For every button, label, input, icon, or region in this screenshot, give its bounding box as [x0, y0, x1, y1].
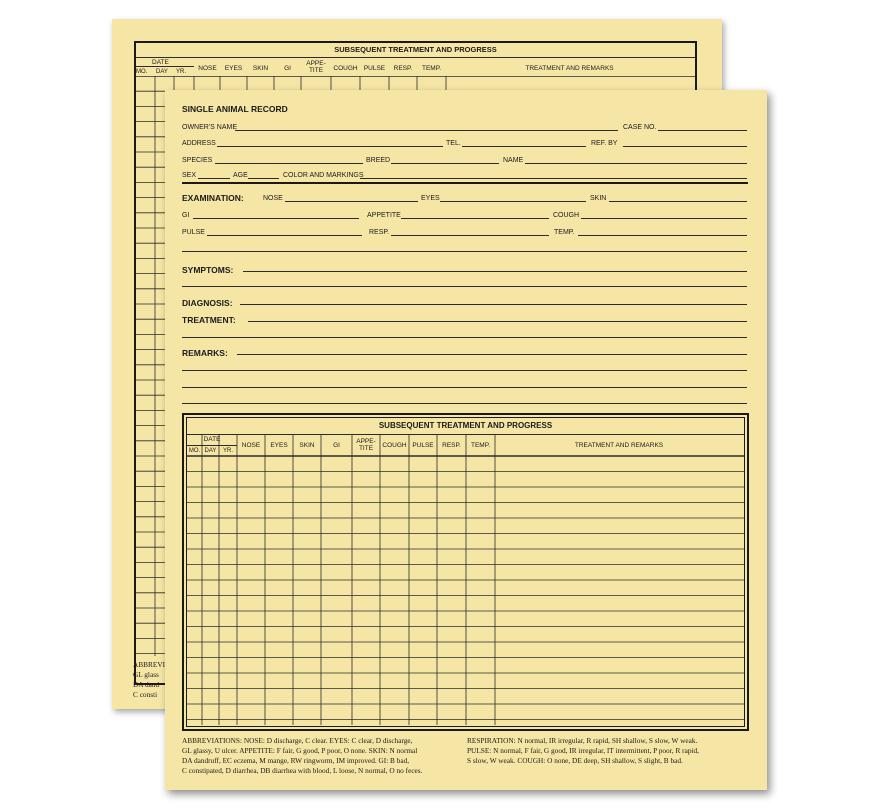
owner-name-label: OWNER'S NAME — [182, 124, 238, 131]
back-table-title: SUBSEQUENT TREATMENT AND PROGRESS — [334, 45, 497, 54]
back-col-nose: NOSE — [198, 65, 217, 72]
species-label: SPECIES — [182, 157, 213, 164]
divider — [136, 66, 194, 67]
abbreviations-line: GL glassy, U ulcer. APPETITE: F fair, G good, P poor, O none. SKIN: N normal — [182, 746, 418, 755]
exam-skin-label: SKIN — [590, 195, 607, 202]
tel-label: TEL. — [446, 140, 461, 147]
col-day: DAY — [204, 448, 217, 454]
exam-temp-label: TEMP. — [554, 229, 575, 236]
col-mo: MO. — [188, 448, 201, 454]
abbreviations-line: S slow, W weak. COUGH: O none, DE deep, SH shallow, S slight, B bad. — [467, 756, 683, 765]
species-field[interactable] — [215, 163, 363, 164]
back-col-gi: GI — [284, 65, 291, 72]
back-col-yr: YR. — [176, 69, 187, 75]
back-col-treatment: TREATMENT AND REMARKS — [525, 65, 614, 72]
exam-skin-field[interactable] — [609, 201, 747, 202]
progress-table-grid — [187, 434, 744, 725]
single-animal-record-sheet — [165, 90, 767, 790]
col-appetite: APPE- TITE — [356, 438, 376, 452]
breed-label: BREED — [366, 157, 391, 164]
header-divider — [182, 182, 748, 184]
age-label: AGE — [233, 172, 248, 179]
exam-eyes-field[interactable] — [440, 201, 586, 202]
treatment-label: TREATMENT: — [182, 315, 236, 325]
col-cough: COUGH — [382, 442, 407, 449]
col-pulse: PULSE — [412, 442, 434, 449]
col-temp: TEMP. — [470, 442, 491, 449]
back-date-label: DATE — [152, 59, 169, 66]
record-title: SINGLE ANIMAL RECORD — [182, 104, 288, 114]
age-field[interactable] — [248, 178, 279, 179]
exam-eyes-label: EYES — [421, 195, 440, 202]
case-no-field[interactable] — [658, 130, 747, 131]
back-col-appetite: APPE- TITE — [306, 60, 326, 74]
exam-resp-label: RESP. — [369, 229, 390, 236]
back-abbr-line: C consti — [133, 690, 158, 699]
address-field[interactable] — [217, 146, 443, 147]
divider — [136, 57, 695, 58]
exam-appetite-field[interactable] — [401, 218, 549, 219]
col-nose: NOSE — [241, 442, 261, 449]
writing-line[interactable] — [182, 387, 747, 388]
writing-line[interactable] — [182, 286, 747, 287]
writing-line[interactable] — [182, 370, 747, 371]
writing-line[interactable] — [182, 251, 747, 252]
exam-resp-field[interactable] — [391, 235, 549, 236]
abbreviations-line: C constipated, D diarrhea, DB diarrhea with blood, L loose, N normal, O no feces. — [182, 766, 423, 775]
abbreviations-line: DA dandruff, EC eczema, M mange, RW ringworm, IM improved. GI: B bad, — [182, 756, 410, 765]
abbreviations-line: ABBREVIATIONS: NOSE: D discharge, C clear. EYES: C clear, D discharge, — [182, 736, 413, 745]
progress-table-title: SUBSEQUENT TREATMENT AND PROGRESS — [378, 421, 553, 430]
col-gi: GI — [333, 442, 340, 449]
exam-pulse-label: PULSE — [182, 229, 205, 236]
exam-cough-field[interactable] — [581, 218, 747, 219]
exam-cough-label: COUGH — [553, 212, 580, 219]
exam-nose-label: NOSE — [263, 195, 283, 202]
ref-by-field[interactable] — [623, 146, 747, 147]
exam-appetite-label: APPETITE — [367, 212, 401, 219]
back-col-mo: MO. — [136, 69, 148, 75]
tel-field[interactable] — [462, 146, 586, 147]
name-label: NAME — [503, 157, 524, 164]
symptoms-field[interactable] — [243, 271, 747, 272]
sex-field[interactable] — [198, 178, 230, 179]
back-abbr-line: GL glass — [133, 670, 159, 679]
case-no-label: CASE NO. — [623, 124, 657, 131]
color-markings-label: COLOR AND MARKINGS — [283, 172, 364, 179]
address-label: ADDRESS — [182, 140, 216, 147]
sex-label: SEX — [182, 172, 197, 179]
ref-by-label: REF. BY — [591, 140, 618, 147]
exam-temp-field[interactable] — [578, 235, 747, 236]
exam-gi-label: GI — [182, 212, 190, 219]
writing-line[interactable] — [182, 403, 747, 404]
exam-nose-field[interactable] — [285, 201, 418, 202]
back-abbr-line: ABBREVI — [133, 660, 166, 669]
col-treatment-remarks: TREATMENT AND REMARKS — [574, 442, 664, 449]
col-yr: YR. — [222, 448, 233, 454]
breed-field[interactable] — [391, 163, 499, 164]
symptoms-label: SYMPTOMS: — [182, 265, 234, 275]
examination-label: EXAMINATION: — [182, 193, 244, 203]
animal-name-field[interactable] — [525, 163, 747, 164]
remarks-label: REMARKS: — [182, 348, 228, 358]
back-col-day: DAY — [156, 69, 168, 75]
treatment-field[interactable] — [248, 321, 747, 322]
writing-line[interactable] — [182, 337, 747, 338]
back-col-temp: TEMP. — [421, 65, 442, 72]
back-abbr-line: DA dand — [133, 680, 160, 689]
diagnosis-label: DIAGNOSIS: — [182, 298, 233, 308]
exam-pulse-field[interactable] — [207, 235, 362, 236]
color-markings-field[interactable] — [360, 178, 747, 179]
col-skin: SKIN — [299, 442, 315, 449]
remarks-field[interactable] — [237, 354, 747, 355]
back-col-resp: RESP. — [393, 65, 413, 72]
back-col-skin: SKIN — [252, 65, 269, 72]
date-header: DATE — [203, 436, 221, 443]
owner-name-field[interactable] — [235, 130, 618, 131]
exam-gi-field[interactable] — [193, 218, 359, 219]
col-resp: RESP. — [442, 442, 461, 449]
diagnosis-field[interactable] — [240, 304, 747, 305]
back-col-cough: COUGH — [333, 65, 358, 72]
col-eyes: EYES — [270, 442, 288, 449]
back-col-pulse: PULSE — [363, 65, 386, 72]
back-col-eyes: EYES — [224, 65, 243, 72]
abbreviations-line: RESPIRATION: N normal, IR irregular, R rapid, SH shallow, S slow, W weak. — [467, 736, 698, 745]
abbreviations-line: PULSE: N normal, F fair, G good, IR irregular, IT intermittent, P poor, R rapid, — [467, 746, 699, 755]
